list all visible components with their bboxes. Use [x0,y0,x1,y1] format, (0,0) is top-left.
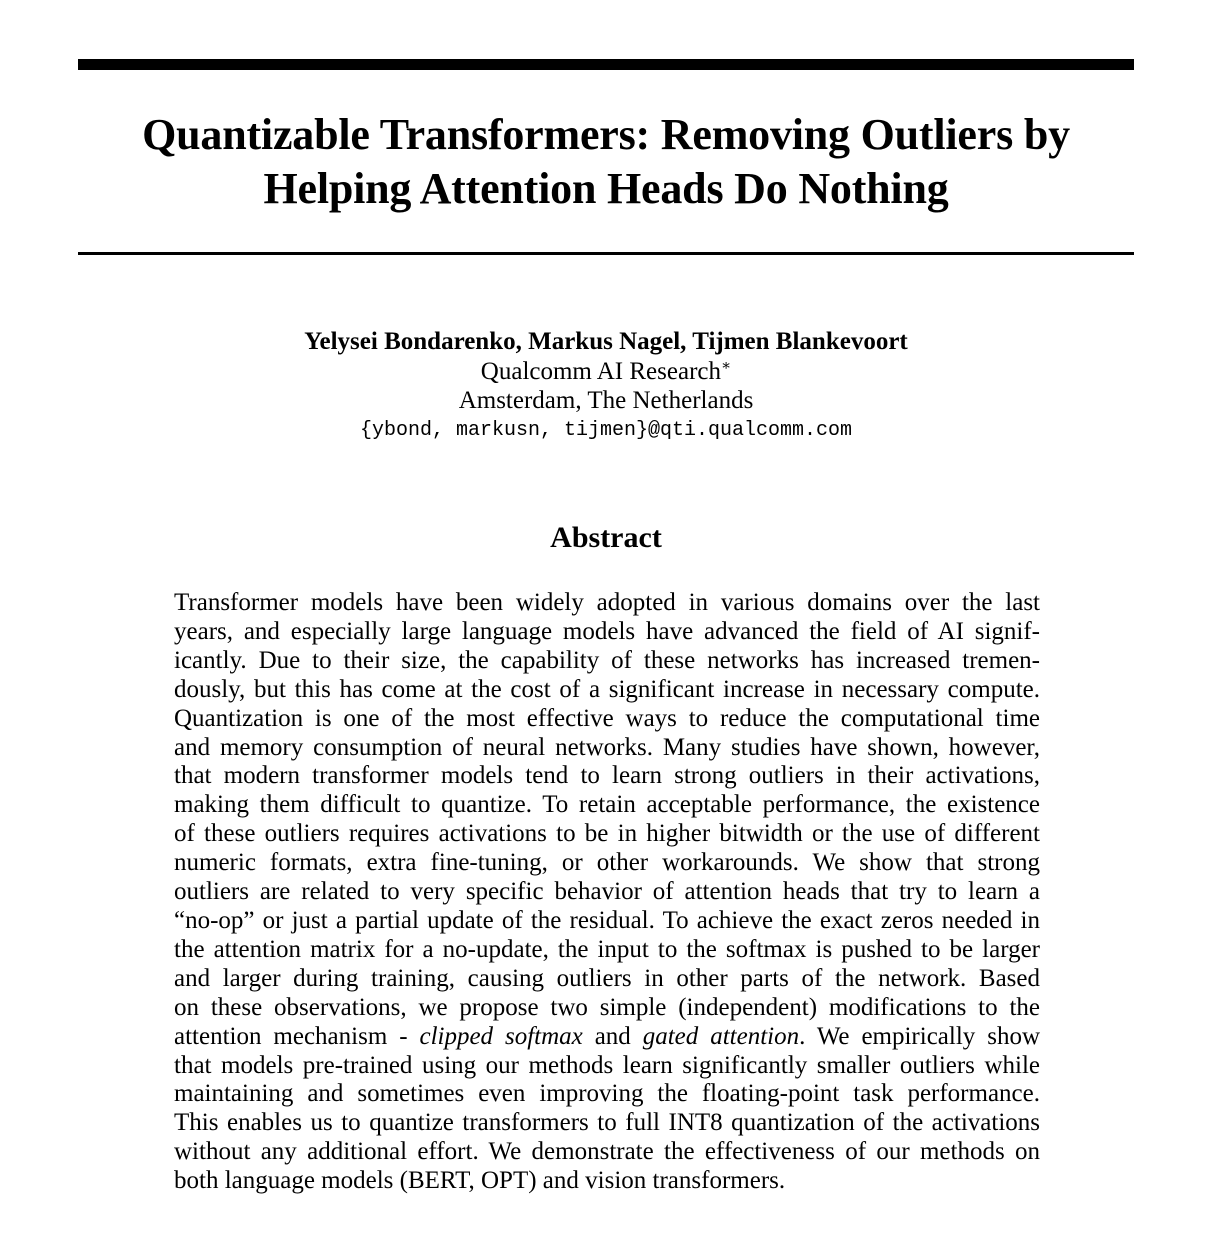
abstract-line: maintaining and sometimes even improving the floating-point task performance. [174,1080,1040,1108]
location: Amsterdam, The Netherlands [458,387,754,414]
abstract-line: on these observations, we propose two simple (independent) modifications to the [174,993,1040,1021]
paper-title [78,108,1134,216]
abstract-heading: Abstract [550,521,662,554]
abstract-line: and larger during training, causing outliers in other parts of the network. Based [174,964,1040,992]
abstract-line: icantly. Due to their size, the capability of these networks has increased tremen- [174,646,1040,674]
author-names: Yelysei Bondarenko, Markus Nagel, Tijmen Blankevoort [304,328,908,355]
abstract-line: This enables us to quantize transformers to full INT8 quantization of the activations [174,1109,1040,1137]
author-emails: {ybond, markusn, tijmen}@qti.qualcomm.com [359,419,853,442]
abstract-line: numeric formats, extra fine-tuning, or other workarounds. We show that strong [174,849,1040,877]
abstract-line: without any additional effort. We demonstrate the effectiveness of our methods on [174,1138,1040,1166]
title-line: Helping Attention Heads Do Nothing [263,164,949,213]
abstract-body [174,589,1040,1196]
top-rule [78,59,1134,70]
abstract-line: that models pre-trained using our methods learn significantly smaller outliers while [174,1051,1040,1079]
abstract-line: “no-op” or just a partial update of the residual. To achieve the exact zeros needed in [174,906,1040,934]
abstract-line: outliers are related to very specific behavior of attention heads that try to learn a [174,878,1040,906]
emphasis-gated-attention: gated attention [642,1022,800,1050]
affiliation-footnote-mark: ∗ [721,358,732,374]
abstract-line: Quantization is one of the most effective ways to reduce the computational time [174,704,1040,732]
abstract-line: the attention matrix for a no-update, the input to the softmax is pushed to be larger [174,935,1040,963]
affiliation-name: Qualcomm AI Research [480,358,721,385]
abstract-line: dously, but this has come at the cost of a significant increase in necessary compute. [174,675,1040,703]
abstract-line: that modern transformer models tend to learn strong outliers in their activations, [174,762,1040,790]
abstract-line: of these outliers requires activations to be in higher bitwidth or the use of different [174,820,1040,848]
abstract-text: and [582,1022,643,1050]
author-block [78,326,1134,447]
affiliation [78,357,1134,386]
emphasis-clipped-softmax: clipped softmax [419,1022,583,1050]
abstract-line: years, and especially large language models have advanced the field of AI signif- [174,617,1040,645]
abstract-line: and memory consumption of neural networks. Many studies have shown, however, [174,733,1040,761]
abstract-line: Transformer models have been widely adopted in various domains over the last [174,589,1040,616]
abstract-line: making them difficult to quantize. To retain acceptable performance, the existence [174,791,1040,819]
abstract-line-with-emphasis [174,1023,1040,1052]
abstract-line: both language models (BERT, OPT) and vision transformers. [174,1167,786,1195]
abstract-text: . We empirically show [799,1022,1041,1050]
title-bottom-rule [78,252,1134,255]
abstract-text: attention mechanism - [174,1022,420,1050]
title-line: Quantizable Transformers: Removing Outliers by [142,110,1070,159]
